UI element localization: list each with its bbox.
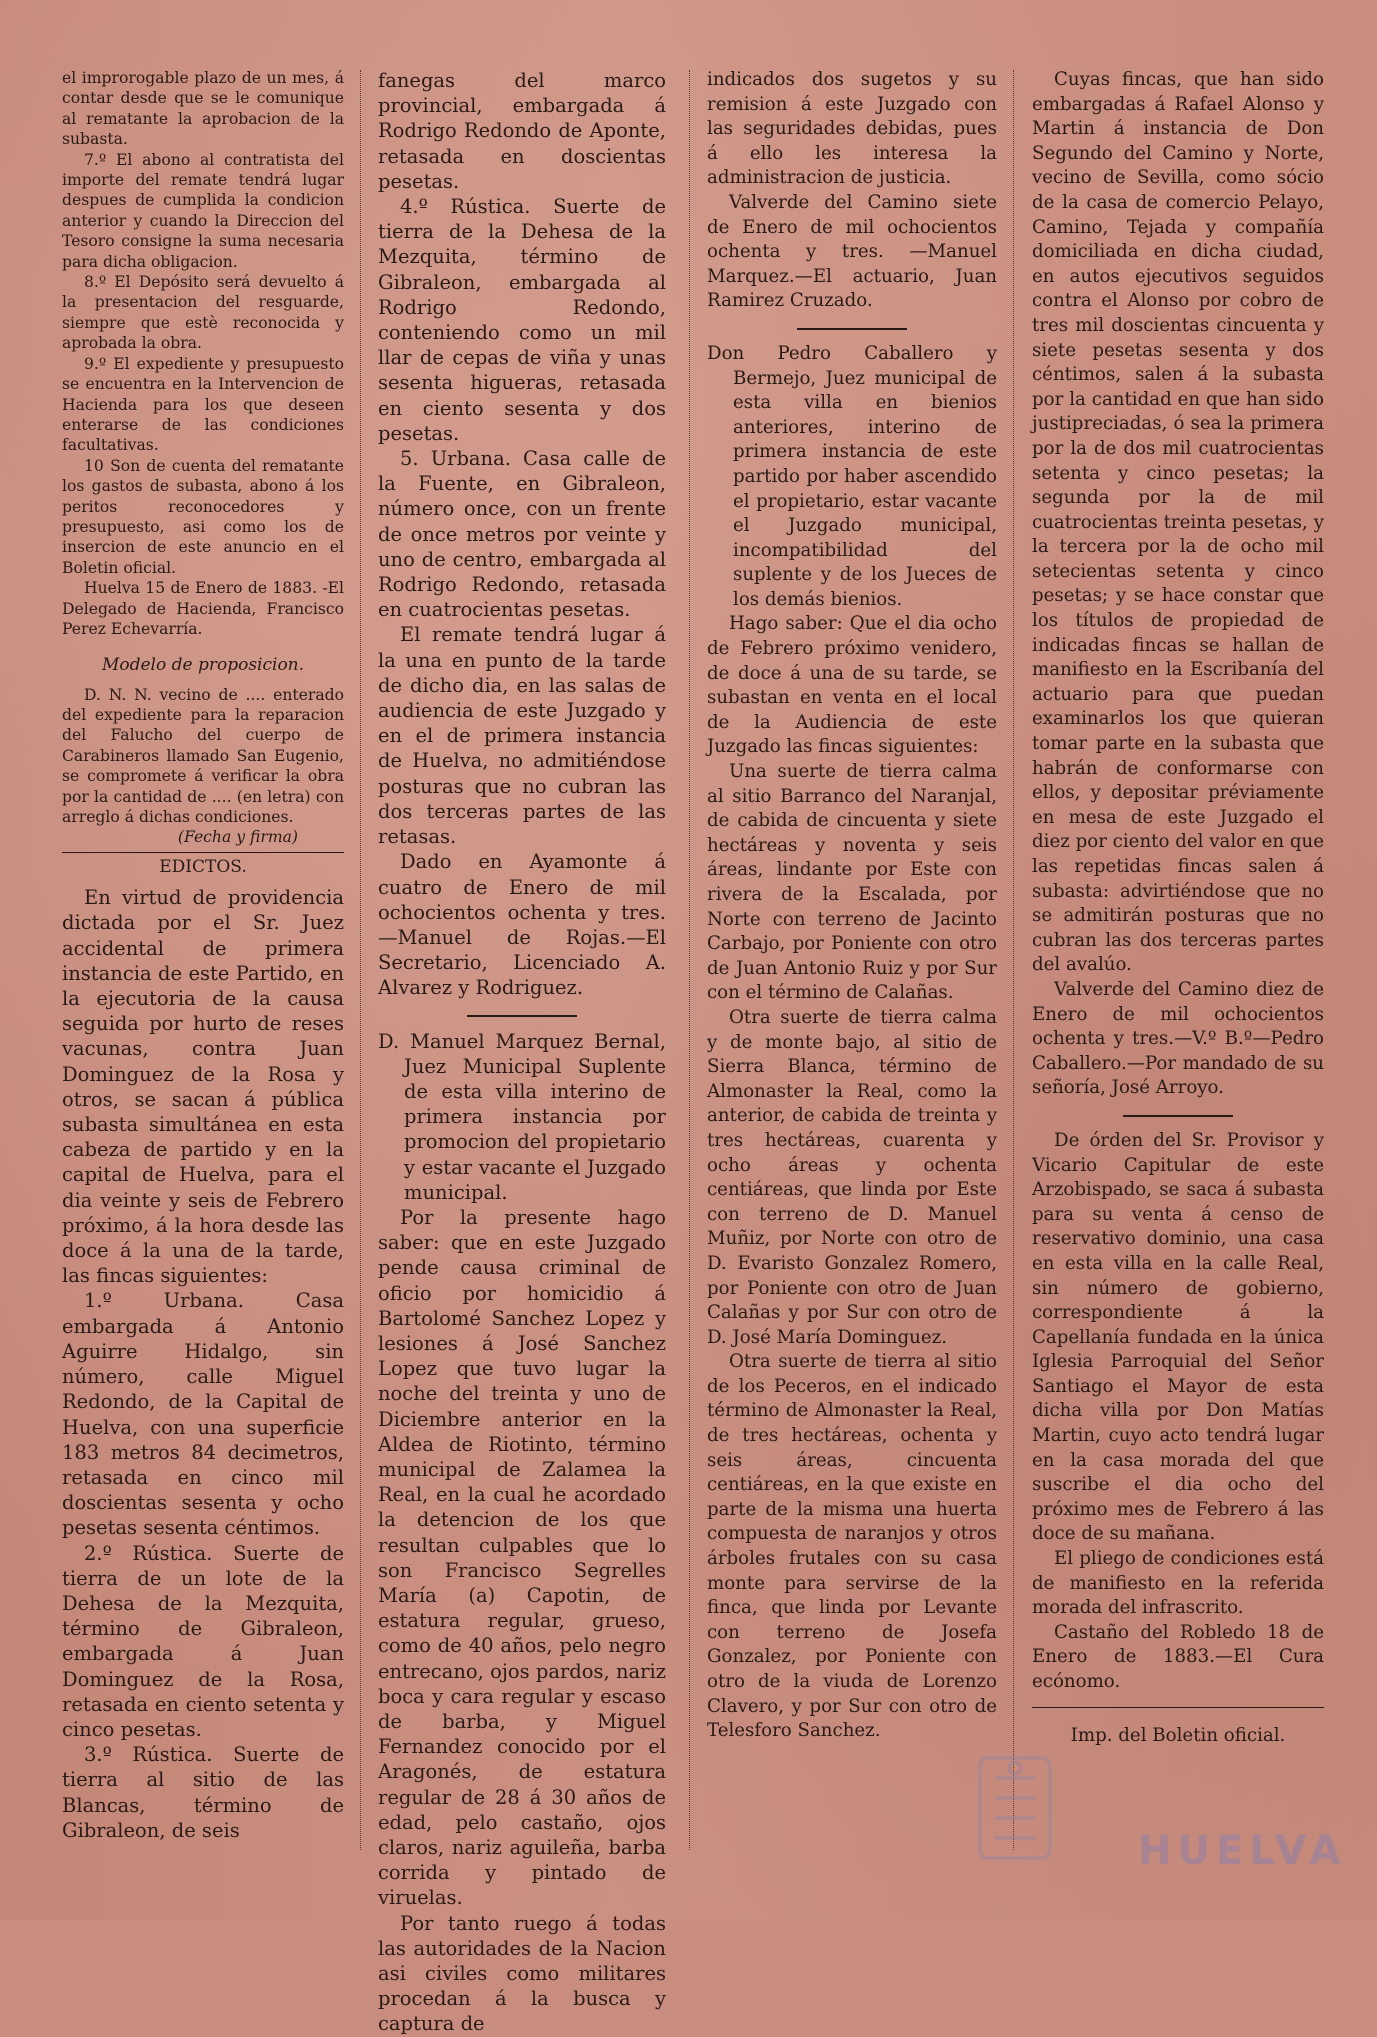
column-divider bbox=[1013, 70, 1014, 1850]
horizontal-rule bbox=[1123, 1115, 1233, 1117]
horizontal-rule bbox=[467, 1015, 577, 1017]
column-4 bbox=[1032, 68, 1324, 1848]
horizontal-rule bbox=[797, 328, 907, 330]
column-divider bbox=[360, 70, 361, 1850]
text-paragraph: 2.º Rústica. Suerte de tierra de un lote de la Dehesa de la Mezquita, término de Gibraleon, embargada á Juan Dominguez de la Rosa, retasada en ciento setenta y cinco pesetas. bbox=[62, 1541, 344, 1741]
text-paragraph: indicados dos sugetos y su remision á este Juzgado con las seguridades debidas, pues á ello les interesa la administracion de justicia. bbox=[707, 69, 997, 189]
archive-watermark-text: HUELVA bbox=[1138, 1828, 1347, 1874]
edict-block bbox=[62, 885, 344, 1843]
text-paragraph: 7.º El abono al contratista del importe del remate tendrá lugar despues de cumplida la condicion anterior y cuando la Direccion del Tesoro consigne la suma necesaria para dicha obligacion. bbox=[62, 150, 344, 271]
text-paragraph: Dado en Ayamonte á cuatro de Enero de mil ochocientos ochenta y tres. —Manuel de Rojas.—El Secretario, Licenciado A. Alvarez y Rodriguez. bbox=[378, 850, 666, 1000]
text-paragraph: Valverde del Camino siete de Enero de mil ochocientos ochenta y tres. —Manuel Marquez.—El actuario, Juan Ramirez Cruzado. bbox=[707, 191, 997, 312]
text-paragraph: El pliego de condiciones está de manifiesto en la referida morada del infrascrito. bbox=[1032, 1548, 1324, 1619]
horizontal-rule bbox=[62, 852, 344, 853]
text-paragraph: 10 Son de cuenta del rematante los gastos de subasta, abono á los peritos reconocedores y presupuesto, asi como los de insercion de este anuncio en el Boletin oficial. bbox=[62, 456, 344, 577]
text-paragraph: 5. Urbana. Casa calle de la Fuente, en Gibraleon, número once, con un frente de once metros por veinte y uno de centro, embargada al Rodrigo Redondo, retasada en cuatrocientas pesetas. bbox=[378, 447, 666, 622]
text-paragraph: el improrogable plazo de un mes, á contar desde que se le comunique al rematante la aprobacion de la subasta. bbox=[62, 69, 344, 149]
text-paragraph: 1.º Urbana. Casa embargada á Antonio Aguirre Hidalgo, sin número, calle Miguel Redondo, de la Capital de Huelva, con una superficie 183 metros 84 decimetros, retasada en cinco mil doscientas sesenta y ocho pesetas sesenta céntimos. bbox=[62, 1289, 344, 1540]
text-paragraph: Otra suerte de tierra al sitio de los Peceros, en el indicado término de Almonaster la Real, de tres hectáreas, ochenta y seis áreas, cincuenta centiáreas, en la que existe en parte de la misma una huerta compuesta de naranjos y otros árboles frutales con su casa monte para servirse de la finca, que linda por Levante con terreno de Josefa Gonzalez, por Poniente con otro de la viuda de Lorenzo Clavero, y por Sur con otro de Telesforo Sanchez. bbox=[707, 1351, 997, 1742]
text-paragraph: El remate tendrá lugar á la una en punto de la tarde de dicho dia, en las salas de audiencia de este Juzgado y en el de primera instancia de Huelva, no admitiéndose posturas que no cubran las dos terceras partes de las retasas. bbox=[378, 623, 666, 849]
section-heading: EDICTOS. bbox=[159, 856, 247, 877]
text-paragraph: Castaño del Robledo 18 de Enero de 1883.—El Cura ecónomo. bbox=[1032, 1621, 1324, 1692]
section-heading: Modelo de proposicion. bbox=[101, 655, 305, 676]
signature-line: Huelva 15 de Enero de 1883. -El Delegado de Hacienda, Francisco Perez Echevarría. bbox=[62, 579, 344, 638]
horizontal-rule bbox=[1032, 1707, 1324, 1708]
date-signature-placeholder: (Fecha y firma) bbox=[177, 828, 298, 847]
text-paragraph: 8.º El Depósito será devuelto á la presentacion del resguarde, siempre que estè reconocida y aprobada la obra. bbox=[62, 273, 344, 353]
text-paragraph: 3.º Rústica. Suerte de tierra al sitio de las Blancas, término de Gibraleon, de seis bbox=[62, 1743, 344, 1842]
column-1 bbox=[62, 68, 344, 1848]
signature-line: Valverde del Camino diez de Enero de mil ochocientos ochenta y tres.—V.º B.º—Pedro Caballero.—Por mandado de su señoría, José Arroyo. bbox=[1032, 978, 1324, 1099]
imprint: Imp. del Boletin oficial. bbox=[1070, 1724, 1286, 1746]
text-paragraph: Otra suerte de tierra calma y de monte bajo, al sitio de Sierra Blanca, término de Almonaster la Real, como la anterior, de cabida de treinta y tres hectáreas, cuarenta y ocho áreas y ochenta centiáreas, que linda por Este con terreno de D. Manuel Muñiz, por Norte con otro de D. Evaristo Gonzalez Romero, por Poniente con otro de Juan Calañas y por Sur con otro de D. José María Dominguez. bbox=[707, 1006, 997, 1348]
text-paragraph: Cuyas fincas, que han sido embargadas á Rafael Alonso y Martin á instancia de Don Segundo del Camino y Norte, vecino de Sevilla, como sócio de la casa de comercio Pelayo, Camino, Tejada y compañía domiciliada en dicha ciudad, en autos ejecutivos seguidos contra el Alonso por cobro de tres mil doscientas cincuenta y siete pesetas sesenta y dos céntimos, salen á la subasta por la cantidad en que han sido justipreciadas, ó sea la primera por la de dos mil cuatrocientas setenta y cinco pesetas; la segunda por la de mil cuatrocientas treinta pesetas, y la tercera por la de ocho mil setecientas setenta y cinco pesetas; y se hace constar que los títulos de propiedad de indicadas fincas se hallan de manifiesto en la Escribanía del actuario para que puedan examinarlos los que quieran tomar parte en la subasta que habrán de conformarse con ellos, y depositar préviamente en mesa de este Juzgado el diez por ciento del valor en que las repetidas fincas salen á subasta: advirtiéndose que no se admitirán posturas que no cubran las dos terceras partes del avalúo. bbox=[1032, 69, 1324, 976]
text-paragraph: fanegas del marco provincial, embargada á Rodrigo Redondo de Aponte, retasada en doscientas pesetas. bbox=[378, 69, 666, 193]
text-paragraph: D. N. N. vecino de .... enterado del expediente para la reparacion del Falucho del cuerpo de Carabineros llamado San Eugenio, se compromete á verificar la obra por la cantidad de .... (en letra) con arreglo á dichas condiciones. bbox=[62, 685, 344, 827]
text-paragraph: De órden del Sr. Provisor y Vicario Capitular de este Arzobispado, se saca á subasta para su venta á censo de reservativo dominio, una casa en esta villa en la calle Real, sin número de gobierno, correspondiente á la Capellanía fundada en la única Iglesia Parroquial del Señor Santiago el Mayor de esta dicha villa por Don Matías Martin, cuyo acto tendrá lugar en la casa morada del que suscribe el dia ocho del próximo mes de Febrero á las doce de su mañana. bbox=[1032, 1129, 1324, 1545]
column-2 bbox=[378, 68, 666, 2036]
text-paragraph: 4.º Rústica. Suerte de tierra de la Dehesa de la Mezquita, término de Gibraleon, embargada al Rodrigo Redondo, conteniendo como un mil llar de cepas de viña y unas sesenta higueras, retasada en ciento sesenta y dos pesetas. bbox=[378, 195, 666, 445]
text-paragraph: Una suerte de tierra calma al sitio Barranco del Naranjal, de cabida de cincuenta y siete hectáreas y noventa y seis áreas, lindante por Este con rivera de la Escalada, por Norte con terreno de Jacinto Carbajo, por Poniente con otro de Juan Antonio Ruiz y por Sur con el término de Calañas. bbox=[707, 761, 997, 1004]
text-paragraph: Don Pedro Caballero y Bermejo, Juez municipal de esta villa en bienios anteriores, interino de primera instancia de este partido por haber ascendido el propietario, estar vacante el Juzgado municipal, incompatibilidad del suplente y de los Jueces de los demás bienios. bbox=[707, 342, 997, 610]
text-paragraph: En virtud de providencia dictada por el Sr. Juez accidental de primera instancia de este Partido, en la ejecutoria de la causa seguida por hurto de reses vacunas, contra Juan Dominguez de la Rosa y otros, se sacan á pública subasta simultánea en esta cabeza de partido y en la capital de Huelva, para el dia veinte y seis de Febrero próximo, á la hora desde las doce á la una de la tarde, las fincas siguientes: bbox=[62, 886, 344, 1288]
text-paragraph: Hago saber: Que el dia ocho de Febrero próximo venidero, de doce á una de su tarde, se subastan en venta en el local de la Audiencia de este Juzgado las fincas siguientes: bbox=[707, 613, 997, 758]
text-paragraph: Por la presente hago saber: que en este Juzgado pende causa criminal de oficio por homicidio á Bartolomé Sanchez Lopez y lesiones á José Sanchez Lopez que tuvo lugar la noche del treinta y uno de Diciembre anterior en la Aldea de Riotinto, término municipal de Zalamea la Real, en la cual he acordado la detencion de los que resultan culpables que lo son Francisco Segrelles María (a) Capotin, de estatura regular, grueso, como de 40 años, pelo negro entrecano, ojos pardos, nariz boca y cara regular y escaso de barba, y Miguel Fernandez conocido por el Aragonés, de estatura regular de 28 á 30 años de edad, pelo castaño, ojos claros, nariz aguileña, barba corrida y pintado de viruelas. bbox=[378, 1205, 666, 1910]
text-paragraph: Por tanto ruego á todas las autoridades de la Nacion asi civiles como militares procedan á la busca y captura de bbox=[378, 1911, 666, 2036]
text-paragraph: 9.º El expediente y presupuesto se encuentra en la Intervencion de Hacienda para los que deseen enterarse de las condiciones facultativas. bbox=[62, 354, 344, 455]
column-divider bbox=[689, 70, 690, 1850]
text-paragraph: D. Manuel Marquez Bernal, Juez Municipal Suplente de esta villa interino de primera instancia por promocion del propietario y estar vacante el Juzgado municipal. bbox=[378, 1029, 666, 1204]
column-3 bbox=[707, 68, 997, 1848]
